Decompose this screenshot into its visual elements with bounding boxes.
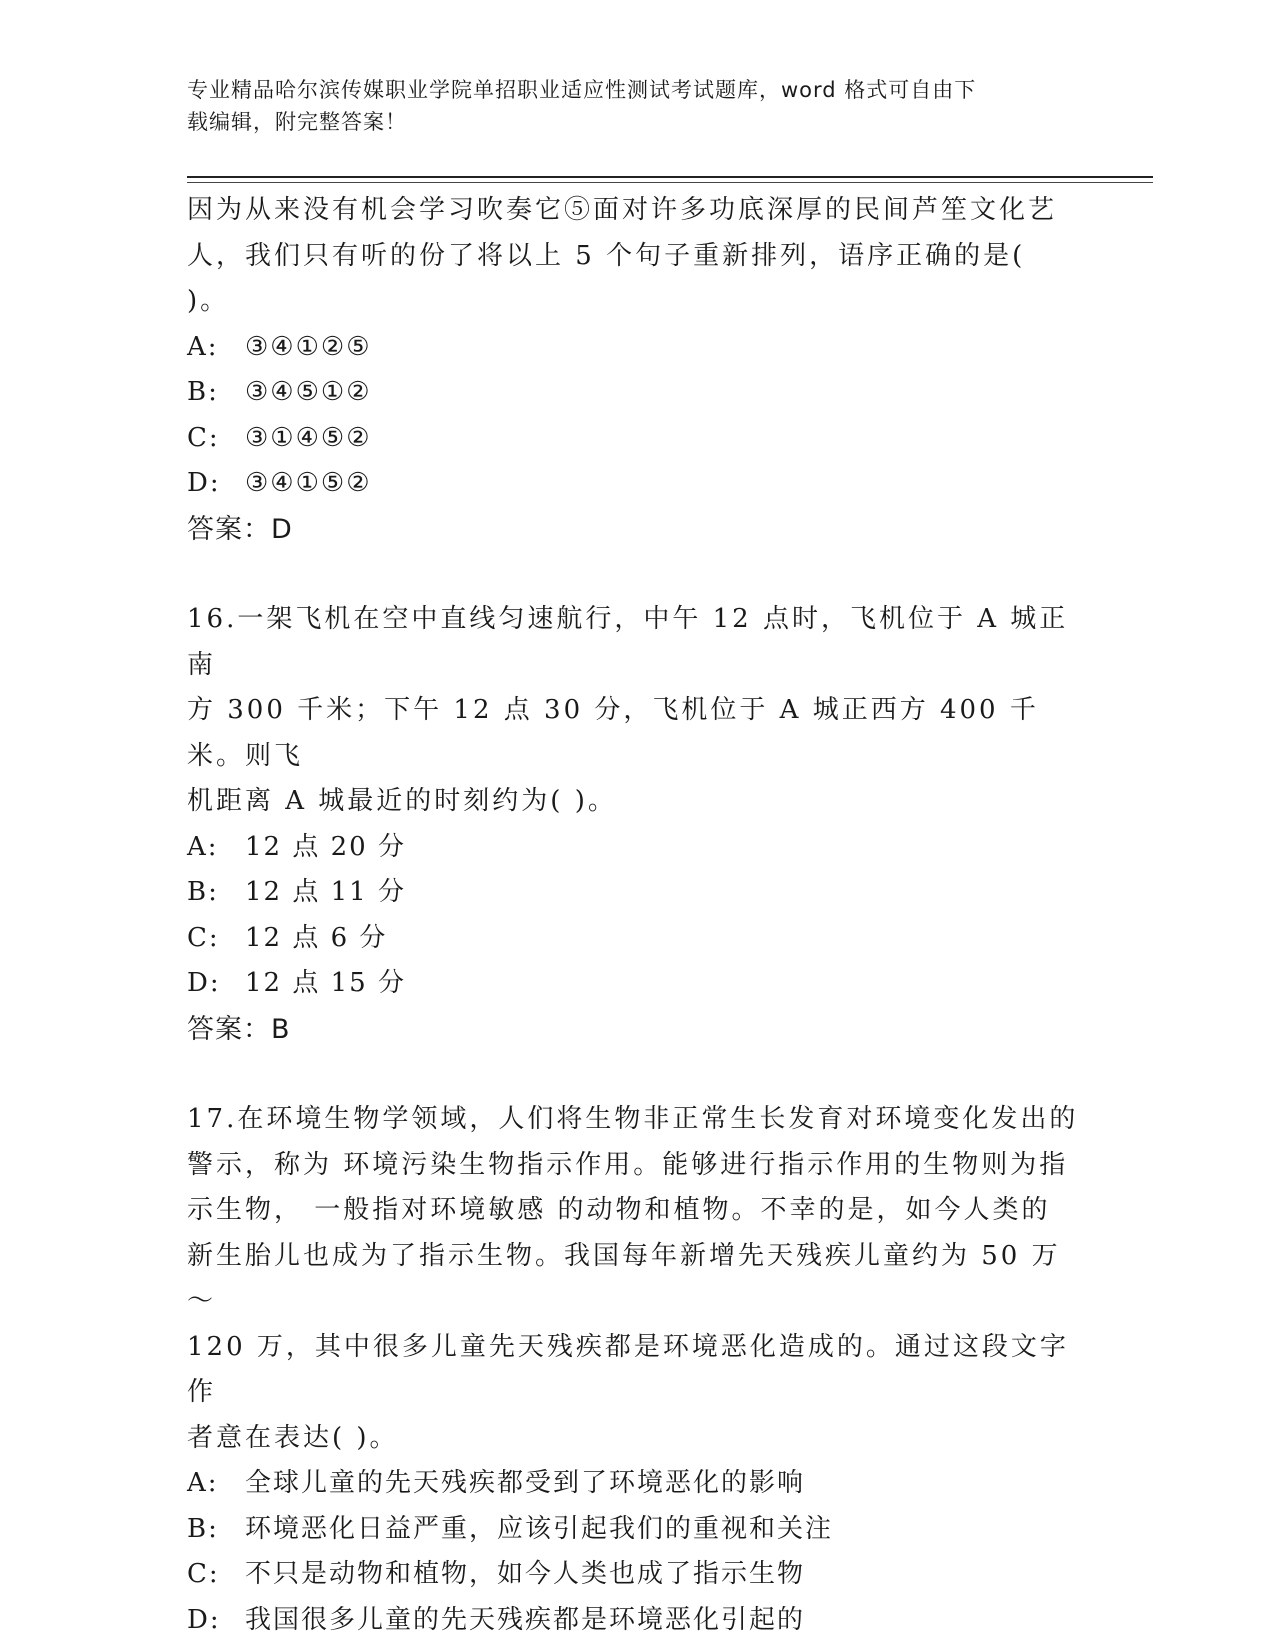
option-label: D:: [187, 468, 221, 498]
question-spacer: [187, 1052, 1087, 1097]
option-a: [187, 825, 1087, 871]
option-c: [187, 916, 1087, 962]
option-text: 环境恶化日益严重，应该引起我们的重视和关注: [245, 1513, 834, 1544]
option-text: ③④⑤①②: [245, 377, 372, 407]
option-text: 12 点 15 分: [245, 968, 406, 998]
question-16: [187, 597, 1087, 1052]
answer-text: 答案：B: [187, 1013, 291, 1045]
question-15: [187, 188, 1087, 552]
header-rule-thin: [187, 182, 1153, 183]
option-label: B:: [187, 1513, 219, 1544]
option-text: 我国很多儿童的先天残疾都是环境恶化引起的: [245, 1604, 806, 1635]
question-text-line: 16.一架飞机在空中直线匀速航行，中午 12 点时，飞机位于 A 城正南: [187, 604, 1069, 680]
option-text: 全球儿童的先天残疾都受到了环境恶化的影响: [245, 1468, 806, 1498]
option-a: [187, 1461, 1087, 1507]
option-d: [187, 461, 1087, 507]
option-b: [187, 370, 1087, 416]
option-b: [187, 870, 1087, 916]
document-body: [187, 188, 1087, 1643]
option-d: [187, 961, 1087, 1007]
question-text-line: 者意在表达( )。: [187, 1422, 399, 1453]
option-label: D:: [187, 968, 221, 998]
option-a: [187, 325, 1087, 371]
header-line-2: 载编辑，附完整答案！: [187, 110, 407, 134]
header-line-1: 专业精品哈尔滨传媒职业学院单招职业适应性测试考试题库，word 格式可自由下: [187, 78, 977, 102]
question-text-line: 示生物， 一般指对环境敏感 的动物和植物。不幸的是，如今人类的: [187, 1195, 1051, 1225]
option-text: ③①④⑤②: [245, 422, 372, 453]
question-text-line: 警示，称为 环境污染生物指示作用。能够进行指示作用的生物则为指: [187, 1149, 1069, 1180]
option-d: [187, 1598, 1087, 1644]
option-label: B:: [187, 877, 219, 907]
option-b: [187, 1507, 1087, 1553]
question-text-line: 120 万，其中很多儿童先天残疾都是环境恶化造成的。通过这段文字作: [187, 1331, 1069, 1407]
question-text-line: 方 300 千米；下午 12 点 30 分，飞机位于 A 城正西方 400 千米。则飞: [187, 695, 1039, 771]
option-label: C:: [187, 1559, 220, 1589]
question-text-line: 因为从来没有机会学习吹奏它⑤面对许多功底深厚的民间芦笙文化艺: [187, 195, 1058, 225]
question-17: [187, 1097, 1087, 1643]
document-header: [187, 74, 1067, 138]
question-text-line: 新生胎儿也成为了指示生物。我国每年新增先天残疾儿童约为 50 万～: [187, 1240, 1061, 1316]
option-text: ③④①②⑤: [245, 331, 372, 362]
question-text-line: )。: [187, 286, 230, 316]
option-c: [187, 1552, 1087, 1598]
header-rule-thick: [187, 176, 1153, 178]
question-text-line: 机距离 A 城最近的时刻约为( )。: [187, 786, 617, 816]
option-label: A:: [187, 331, 219, 362]
option-label: C:: [187, 922, 220, 953]
option-label: A:: [187, 831, 219, 862]
option-text: 12 点 20 分: [245, 831, 406, 862]
option-label: D:: [187, 1604, 221, 1635]
option-label: C:: [187, 422, 220, 453]
option-label: B:: [187, 377, 219, 407]
option-text: 不只是动物和植物，如今人类也成了指示生物: [245, 1559, 806, 1589]
question-text-line: 17.在环境生物学领域，人们将生物非正常生长发育对环境变化发出的: [187, 1104, 1079, 1134]
option-text: 12 点 11 分: [245, 877, 406, 907]
option-text: ③④①⑤②: [245, 468, 372, 498]
answer-text: 答案：D: [187, 513, 293, 545]
question-spacer: [187, 552, 1087, 597]
option-text: 12 点 6 分: [245, 922, 388, 953]
option-label: A:: [187, 1468, 219, 1498]
question-text-line: 人，我们只有听的份了将以上 5 个句子重新排列，语序正确的是(: [187, 240, 1026, 271]
option-c: [187, 416, 1087, 462]
